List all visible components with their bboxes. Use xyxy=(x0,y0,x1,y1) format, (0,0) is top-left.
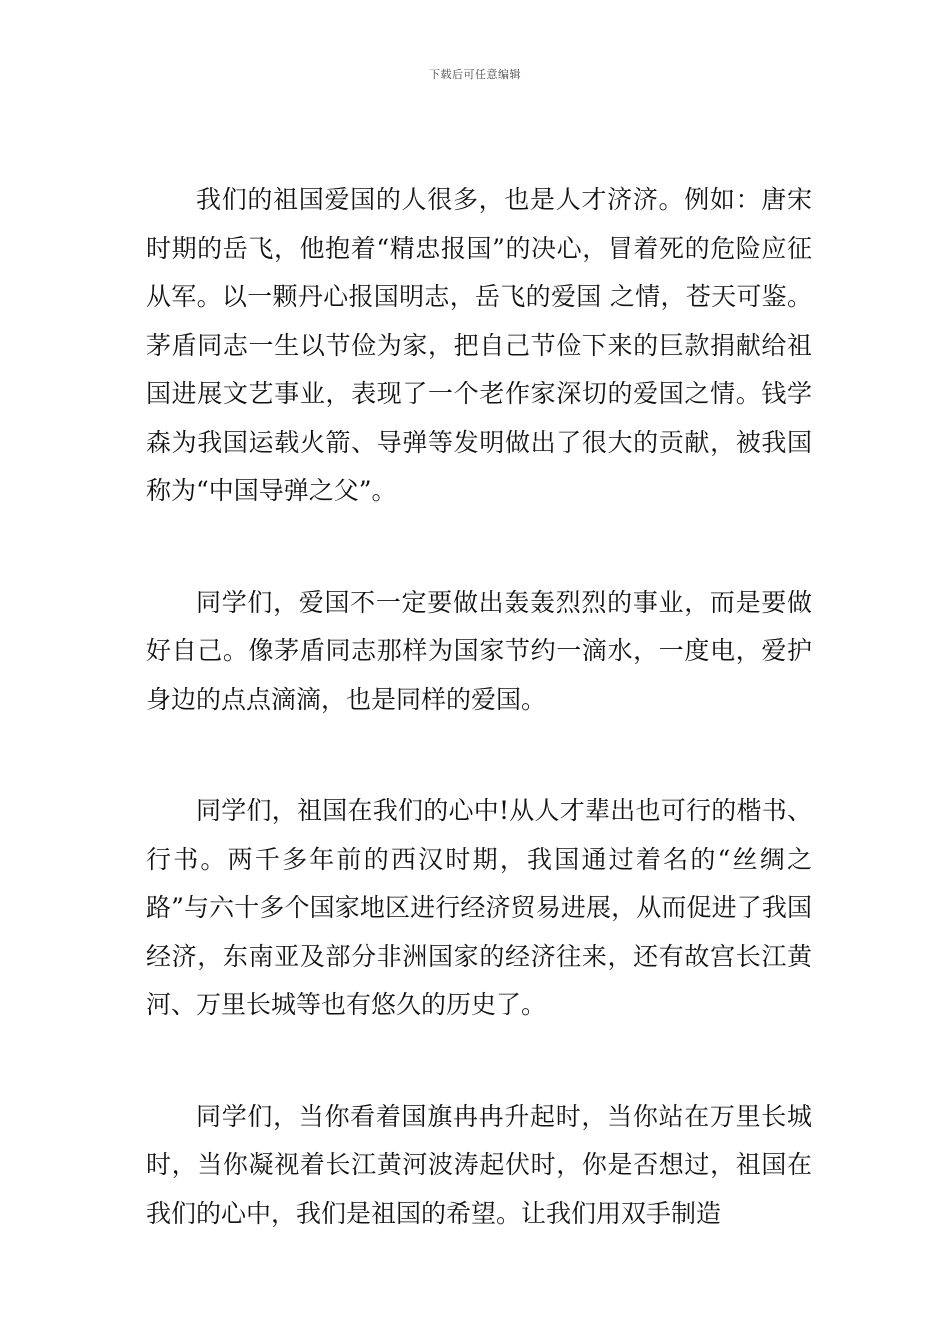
paragraph-1: 我们的祖国爱国的人很多，也是人才济济。例如：唐宋时期的岳飞，他抱着“精忠报国”的决心，冒着死的危险应征从军。以一颗丹心报国明志，岳飞的爱国 之情，苍天可鉴。茅盾同志一生以节俭为家，把自己节俭下来的巨款捐献给祖国进展文艺事业，表现了一个老作家深切的爱国之情。钱学森为我国运载火箭、导弹等发明做出了很大的贡献，被我国称为“中国导弹之父”。 xyxy=(146,185,812,505)
paragraph-4: 同学们，当你看着国旗冉冉升起时，当你站在万里长城时，当你凝视着长江黄河波涛起伏时，你是否想过，祖国在我们的心中，我们是祖国的希望。让我们用双手制造 xyxy=(146,1101,812,1228)
page-header: 下载后可任意编辑 xyxy=(429,68,521,81)
document-body xyxy=(146,176,812,1301)
paragraph-3: 同学们，祖国在我们的心中!从人才辈出也可行的楷书、行书。两千多年前的西汉时期，我国通过着名的“丝绸之路”与六十多个国家地区进行经济贸易进展，从而促进了我国经济，东南亚及部分非洲国家的经济往来，还有故宫长江黄河、万里长城等也有悠久的历史了。 xyxy=(146,796,812,1019)
paragraph-2: 同学们，爱国不一定要做出轰轰烈烈的事业，而是要做好自己。像茅盾同志那样为国家节约一滴水，一度电，爱护身边的点点滴滴，也是同样的爱国。 xyxy=(146,587,812,714)
